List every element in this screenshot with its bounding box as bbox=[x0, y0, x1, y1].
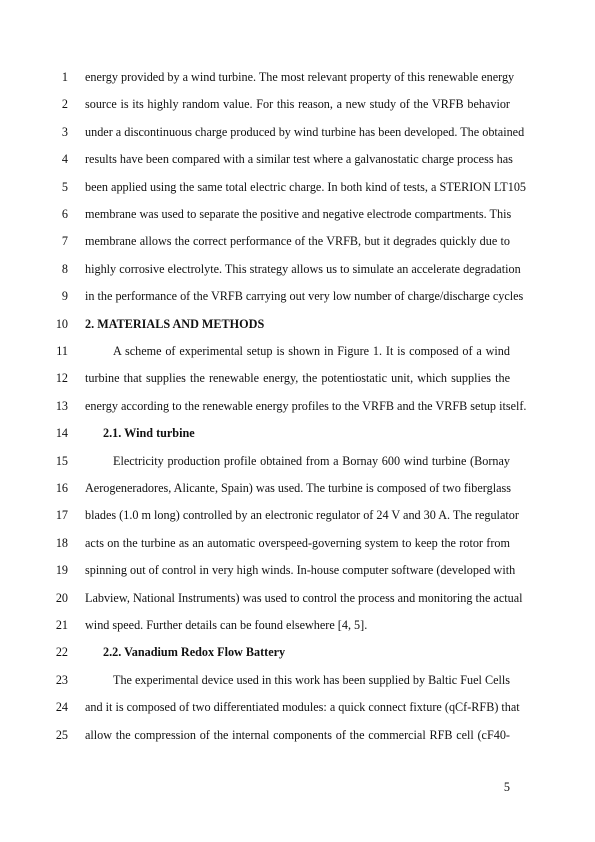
line-number: 5 bbox=[61, 179, 68, 194]
text-line: The experimental device used in this work has been supplied by Baltic Fuel Cells bbox=[113, 672, 511, 687]
text-line: under a discontinuous charge produced by wind turbine has been developed. The obtained bbox=[85, 124, 525, 139]
text-line: been applied using the same total electric charge. In both kind of tests, a STERION LT105 bbox=[85, 179, 527, 194]
text-line: Aerogeneradores, Alicante, Spain) was used. The turbine is composed of two fiberglass bbox=[85, 481, 512, 495]
text-line: membrane was used to separate the positive and negative electrode compartments. This bbox=[85, 207, 512, 221]
line-number: 16 bbox=[55, 481, 68, 495]
line-number: 3 bbox=[61, 124, 68, 139]
text-line: blades (1.0 m long) controlled by an electronic regulator of 24 V and 30 A. The regulator bbox=[85, 508, 519, 523]
line-number: 8 bbox=[61, 261, 68, 276]
line-number: 6 bbox=[61, 207, 68, 221]
section-heading: 2.1. Wind turbine bbox=[103, 426, 195, 441]
section-heading: 2.2. Vanadium Redox Flow Battery bbox=[103, 645, 286, 660]
text-line: energy provided by a wind turbine. The most relevant property of this renewable energy bbox=[85, 70, 515, 84]
text-line: acts on the turbine as an automatic overspeed-governing system to keep the rotor from bbox=[85, 535, 510, 550]
line-number: 7 bbox=[61, 234, 68, 249]
line-number: 13 bbox=[55, 398, 68, 413]
text-line: turbine that supplies the renewable energy, the potentiostatic unit, which supplies the bbox=[85, 371, 510, 386]
text-line: Electricity production profile obtained from a Bornay 600 wind turbine (Bornay bbox=[113, 453, 510, 468]
line-number: 4 bbox=[61, 152, 68, 167]
text-line: spinning out of control in very high winds. In-house computer software (developed with bbox=[85, 563, 516, 578]
line-number: 12 bbox=[55, 371, 68, 386]
line-number: 15 bbox=[55, 453, 68, 468]
line-number: 21 bbox=[55, 618, 68, 632]
text-line: source is its highly random value. For this reason, a new study of the VRFB behavior bbox=[85, 97, 510, 112]
text-line: allow the compression of the internal components of the commercial RFB cell (cF40- bbox=[85, 727, 510, 742]
text-line: results have been compared with a similar test where a galvanostatic charge process has bbox=[85, 152, 513, 167]
line-number: 1 bbox=[61, 70, 68, 84]
line-number: 14 bbox=[55, 426, 68, 441]
line-number: 23 bbox=[55, 672, 68, 687]
text-line: and it is composed of two differentiated modules: a quick connect fixture (qCf-RFB) that bbox=[85, 700, 520, 715]
line-number: 17 bbox=[55, 508, 68, 523]
line-number: 11 bbox=[56, 344, 68, 358]
text-line: Labview, National Instruments) was used to control the process and monitoring the actual bbox=[85, 590, 523, 605]
line-number: 2 bbox=[61, 97, 68, 112]
line-number: 9 bbox=[61, 289, 68, 304]
text-line: energy according to the renewable energy profiles to the VRFB and the VRFB setup itself. bbox=[85, 398, 527, 413]
line-number: 22 bbox=[55, 645, 68, 660]
page-number: 5 bbox=[503, 780, 510, 794]
text-line: A scheme of experimental setup is shown in Figure 1. It is composed of a wind bbox=[113, 344, 510, 358]
text-line: in the performance of the VRFB carrying out very low number of charge/discharge cycles bbox=[85, 289, 524, 304]
line-number: 25 bbox=[55, 727, 68, 742]
line-number: 24 bbox=[55, 700, 68, 715]
line-number: 19 bbox=[55, 563, 68, 578]
line-number: 20 bbox=[55, 590, 68, 605]
line-number: 10 bbox=[55, 316, 68, 331]
text-line: highly corrosive electrolyte. This strategy allows us to simulate an accelerate degradation bbox=[85, 261, 521, 276]
text-line: membrane allows the correct performance of the VRFB, but it degrades quickly due to bbox=[85, 234, 510, 249]
section-heading: 2. MATERIALS AND METHODS bbox=[85, 316, 265, 331]
line-number: 18 bbox=[55, 535, 68, 550]
text-line: wind speed. Further details can be found elsewhere [4, 5]. bbox=[85, 618, 368, 632]
